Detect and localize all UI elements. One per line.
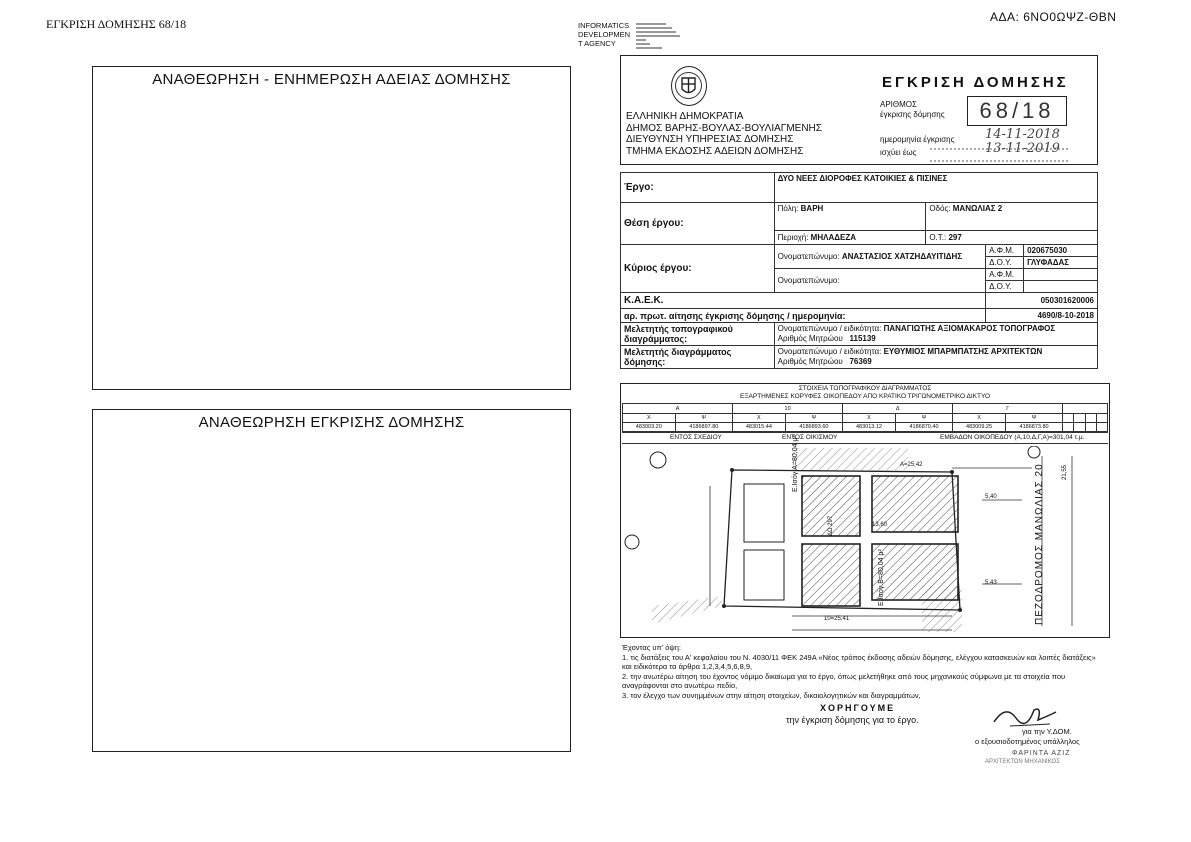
authority-line: ΕΛΛΗΝΙΚΗ ΔΗΜΟΚΡΑΤΙΑ [626,111,744,122]
build-name-label: Ονοματεπώνυμο / ειδικότητα: [777,347,882,356]
owner-name-cell [774,245,985,269]
area-cell [774,231,926,245]
in-settlement-label: ΕΝΤΟΣ ΟΙΚΙΣΜΟΥ [782,434,838,441]
block-label: ΔΩ 297 [828,515,834,536]
topo-titles [620,385,1110,401]
vertex-d: Δ [843,404,953,414]
dimension-543: 5,43 [985,580,997,586]
coord-label: X [953,414,1006,423]
location-label: Θέση έργου: [621,203,775,245]
owner-name-label: Ονοματεπώνυμο: [777,252,840,261]
ot-label: Ο.Τ.: [929,233,947,242]
owner-label: Κύριος έργου: [621,245,775,293]
kaek-value: 050301620006 [986,293,1098,309]
coord-label: X [623,414,676,423]
city-value: ΒΑΡΗ [800,204,824,213]
area-label: Περιοχή: [777,233,809,242]
street-label: Οδός: [929,204,951,213]
coord-label: Ψ [895,414,952,423]
authority-line: ΔΗΜΟΣ ΒΑΡΗΣ-ΒΟΥΛΑΣ-ΒΟΥΛΙΑΓΜΕΝΗΣ [626,122,822,134]
build-engineer-label: Μελετητής διαγράμματος δόμησης: [621,346,775,369]
kaek-label: Κ.Α.Ε.Κ. [621,293,986,309]
certificate-title: ΕΓΚΡΙΣΗ ΔΟΜΗΣΗΣ [882,74,1069,91]
coord-value: 483009.25 [953,423,1006,432]
logo-fine-print-icon [636,22,688,50]
street-value: ΜΑΝΩΛΙΑΣ 2 [952,204,1003,213]
doy-label-2: Δ.Ο.Υ. [986,281,1024,293]
street-name-label: ΠΕΖΟΔΡΟΜΟΣ ΜΑΝΩΛΙΑΣ 20 [1034,463,1045,625]
coord-value: 4186897.80 [675,423,732,432]
logo-line: INFORMATICS [578,21,630,30]
topo-title: ΣΤΟΙΧΕΙΑ ΤΟΠΟΓΡΑΦΙΚΟΥ ΔΙΑΓΡΑΜΜΑΤΟΣ [798,385,932,392]
logo-line: DEVELOPMEN [578,30,631,39]
project-label: Έργο: [621,173,775,203]
coord-empty [1085,423,1096,432]
coord-label: Ψ [1005,414,1062,423]
afm-value-2 [1024,269,1098,281]
panel-title: ΑΝΑΘΕΩΡΗΣΗ ΕΓΚΡΙΣΗΣ ΔΟΜΗΣΗΣ [198,414,465,431]
note-item: 1. τις διατάξεις του Α' κεφαλαίου του Ν. 4030/11 ΦΕΚ 249Α «Νέος τρόπος έκδοσης αδειών δόμησης, ελέγχου κατασκευών και λοιπές διατάξεις» και ειδικότερα τα άρθρα 1,2,3,4,5,6,8,9, [622,652,1096,671]
protocol-value: 4690/8-10-2018 [986,309,1098,323]
coord-empty [1063,414,1074,423]
informatics-logo [578,21,630,48]
note-item: 2. την ανωτέρω αίτηση του έχοντος νόμιμο δικαίωμα για το έργο, όπως μελετήθηκε από τους μηχανικούς σύμφωνα με τα στοιχεία που αναγράφονται στο ανωτέρω πεδίο, [622,671,1066,690]
coord-label: Ψ [785,414,842,423]
build-registry-label: Αριθμός Μητρώου [777,357,843,366]
protocol-label: αρ. πρωτ. αίτησης έγκρισης δόμησης / ημερομηνία: [621,309,986,323]
doy-label: Δ.Ο.Υ. [986,257,1024,269]
coord-empty [1063,423,1074,432]
valid-until-date: 13-11-2019 [985,141,1060,156]
grant-substatement: την έγκριση δόμησης για το έργο. [786,715,919,725]
coord-value: 483015.44 [733,423,786,432]
zoning-row [622,432,1108,444]
ada-code: ΑΔΑ: 6ΝΟ0ΩΨΖ-ΘΒΝ [990,10,1117,24]
section-marker-icon [625,535,639,549]
signatory-title: ΑΡΧΙΤΕΚΤΩΝ ΜΗΧΑΝΙΚΟΣ [985,759,1060,765]
authority-line: ΔΙΕΥΘΥΝΣΗ ΥΠΗΡΕΣΙΑΣ ΔΟΜΗΣΗΣ [626,134,794,145]
dimension-540: 5,40 [985,494,997,500]
coord-label: X [843,414,896,423]
project-details-table [620,172,1098,369]
coord-value: 483003.20 [623,423,676,432]
coord-empty [1074,423,1085,432]
notes-intro: Έχοντας υπ' όψη: [622,643,681,652]
topo-engineer-cell [774,323,1097,346]
vertex-empty [1063,404,1108,414]
issuing-authority [626,111,822,157]
valid-until-label: ισχύει έως [880,148,917,157]
coord-value: 4186870.40 [895,423,952,432]
ot-value: 297 [948,233,962,242]
coord-value: 4186873.80 [1005,423,1062,432]
second-owner-label: Ονοματεπώνυμο: [777,276,840,285]
topo-name-label: Ονοματεπώνυμο / ειδικότητα: [777,324,882,333]
issue-date: 14-11-2018 [985,127,1060,142]
coord-empty [1074,414,1085,423]
coord-value: 4186893.60 [785,423,842,432]
coord-label: X [733,414,786,423]
dimension-10: 10=25,41 [824,616,850,622]
grant-statement: ΧΟΡΗΓΟΥΜΕ [820,703,896,713]
signatory-name: ΦΑΡΙΝΤΑ ΑΖΙΖ [1012,750,1071,757]
panel-title: ΑΝΑΘΕΩΡΗΣΗ - ΕΝΗΜΕΡΩΣΗ ΑΔΕΙΑΣ ΔΟΜΗΣΗΣ [152,71,511,88]
topo-subtitle: ΕΞΑΡΤΗΜΕΝΕΣ ΚΟΡΥΦΕΣ ΟΙΚΟΠΕΔΟΥ ΑΠΟ ΚΡΑΤΙΚΟ ΤΡΙΓΩΝΟΜΕΤΡΙΚΟ ΔΙΚΤΥΟ [739,393,990,400]
dimension-2155: 21,55 [1062,464,1068,480]
plot-boundary [724,470,960,610]
dimension-1360: 13,60 [872,522,888,528]
project-value: ΔΥΟ ΝΕΕΣ ΔΙΟΡΟΦΕΣ ΚΑΤΟΙΚΙΕΣ & ΠΙΣΙΝΕΣ [774,173,1097,203]
coord-empty [1085,414,1096,423]
coord-empty [1096,423,1107,432]
building-label-a: Ε.Ισόγ.Α=80,04 μ² [792,435,799,492]
street-cell [926,203,1098,231]
in-plan-label: ΕΝΤΟΣ ΣΧΕΔΙΟΥ [670,434,722,441]
doy-value: ΓΛΥΦΑΔΑΣ [1024,257,1098,269]
topo-registry-label: Αριθμός Μητρώου [777,334,843,343]
owner-name: ΑΝΑΣΤΑΣΙΟΣ ΧΑΤΖΗΔΑΥΙΤΙΔΗΣ [841,252,963,261]
number-sublabel: έγκρισης δόμησης [880,110,945,119]
greek-emblem-icon [671,66,707,106]
revision-approval-panel [92,409,571,752]
number-label: ΑΡΙΘΜΟΣ [880,100,917,109]
vertex-g: Γ [953,404,1063,414]
coord-value: 483013.12 [843,423,896,432]
build-registry: 76369 [849,357,872,366]
build-engineer-cell [774,346,1097,369]
north-marker-icon [650,452,666,468]
logo-line: T AGENCY [578,39,616,48]
doy-value-2 [1024,281,1098,293]
signature-subrole: ο εξουσιοδοτημένος υπάλληλος [975,737,1080,746]
vertex-a: Α [623,404,733,414]
date-underline-icon [930,145,1070,163]
approval-notes [622,643,1102,700]
coord-label: Ψ [675,414,732,423]
build-engineer-name: ΕΥΘΥΜΙΟΣ ΜΠΑΡΜΠΑΤΣΗΣ ΑΡΧΙΤΕΚΤΩΝ [883,347,1043,356]
building-label-b: Ε.Ισόγ.Β=80,04 μ² [878,549,885,606]
revision-update-panel [92,66,571,390]
topo-registry: 115139 [849,334,876,343]
topo-engineer-name: ΠΑΝΑΓΙΩΤΗΣ ΑΞΙΟΜΑΚΑΡΟΣ ΤΟΠΟΓΡΑΦΟΣ [883,324,1056,333]
plot-area-label: ΕΜΒΑΔΟΝ ΟΙΚΟΠΕΔΟΥ (Α,10,Δ,Γ,Α)=301,04 τ.μ. [940,434,1085,441]
signature-role: για την Υ.ΔΟΜ. [1022,727,1072,736]
authority-line: ΤΜΗΜΑ ΕΚΔΟΣΗΣ ΑΔΕΙΩΝ ΔΟΜΗΣΗΣ [626,145,804,157]
city-label: Πόλη: [777,204,799,213]
ot-cell [926,231,1098,245]
signature-icon [990,700,1060,730]
city-cell [774,203,926,231]
topo-engineer-label: Μελετητής τοπογραφικού διαγράμματος: [621,323,775,346]
vertex-10: 10 [733,404,843,414]
approval-number: 68/18 [967,96,1067,126]
afm-label-2: Α.Φ.Μ. [986,269,1024,281]
afm-value: 020675030 [1024,245,1098,257]
document-reference: ΕΓΚΡΙΣΗ ΔΟΜΗΣΗΣ 68/18 [46,17,187,31]
issue-date-label: ημερομηνία έγκρισης [880,135,955,144]
second-owner-cell [774,269,985,293]
dimension-a: Α=25,42 [900,462,923,468]
afm-label: Α.Φ.Μ. [986,245,1024,257]
vertex-coordinates-table [622,403,1108,432]
vertex-marker-icon [1028,446,1040,458]
coord-empty [1096,414,1107,423]
area-value: ΜΗΛΑΔΕΖΑ [810,233,856,242]
note-item: 3. τον έλεγχο των συνημμένων στην αίτηση στοιχείων, δικαιολογητικών και διαγραμμάτων, [622,690,921,700]
